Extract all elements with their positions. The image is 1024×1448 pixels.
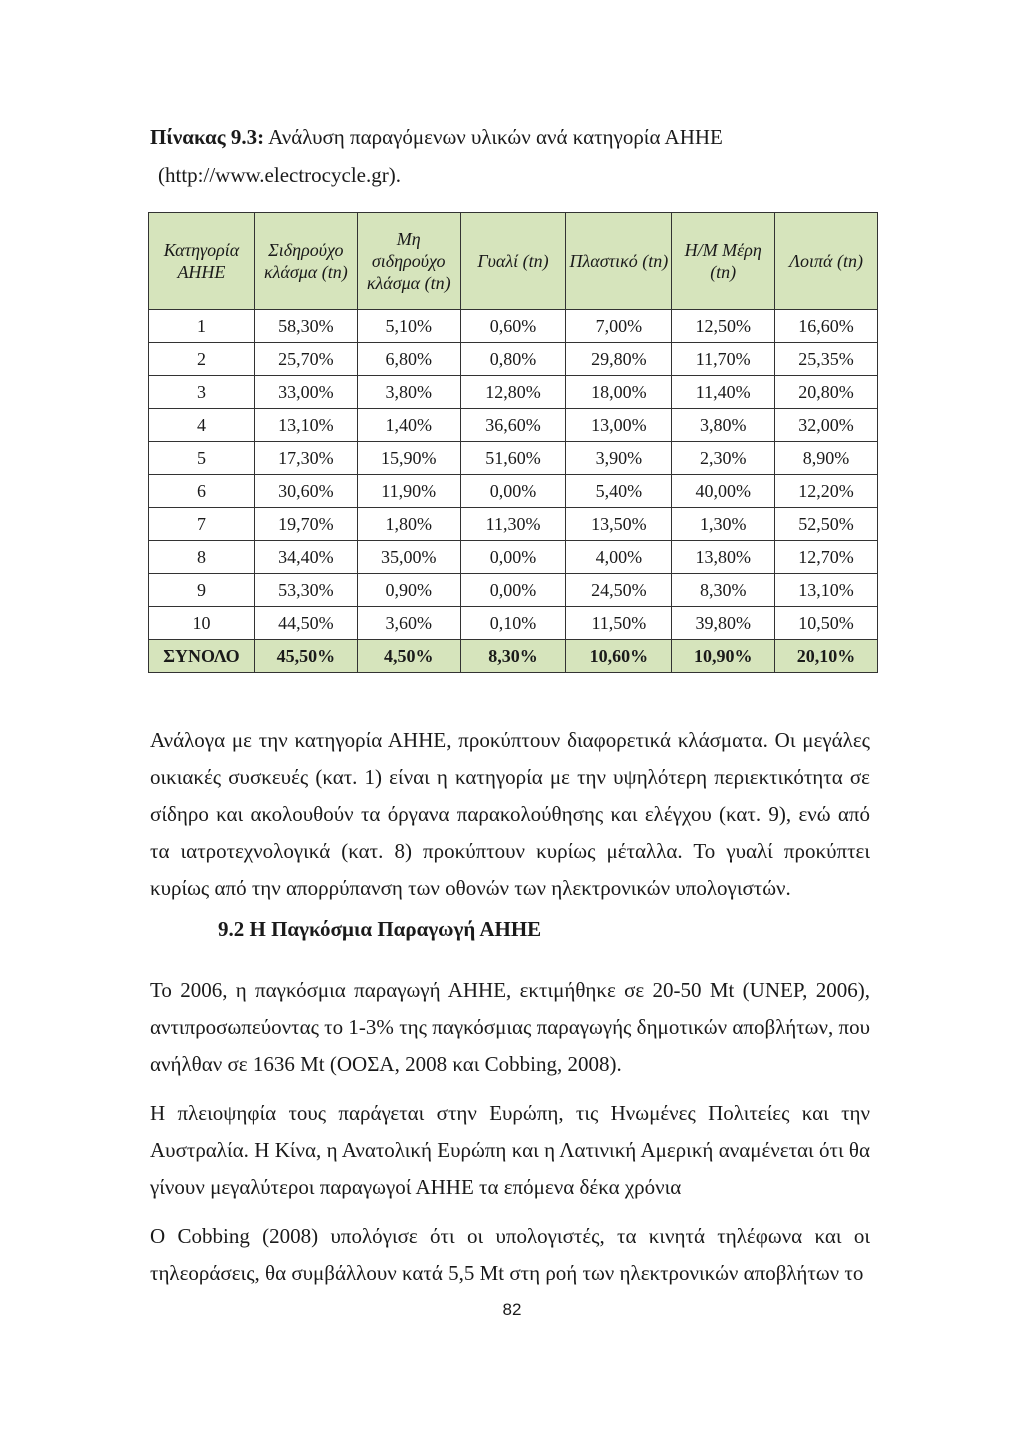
table-body [149, 310, 878, 673]
caption-source: (http://www.electrocycle.gr). [158, 163, 401, 187]
table-cell: 40,00% [672, 475, 775, 508]
table-cell: 32,00% [775, 409, 878, 442]
table-cell: 52,50% [775, 508, 878, 541]
table-cell: 4 [149, 409, 255, 442]
caption-text: Ανάλυση παραγόμενων υλικών ανά κατηγορία ΑΗΗΕ [264, 125, 723, 149]
table-cell: 20,10% [775, 640, 878, 673]
table-cell: 20,80% [775, 376, 878, 409]
table-cell: 10,60% [566, 640, 672, 673]
table-cell: 39,80% [672, 607, 775, 640]
section-heading: 9.2 Η Παγκόσμια Παραγωγή ΑΗΗΕ [218, 917, 542, 941]
table-cell: 1 [149, 310, 255, 343]
header-other: Λοιπά (tn) [775, 213, 878, 310]
table-cell: 13,10% [775, 574, 878, 607]
table-cell: 4,50% [357, 640, 460, 673]
table-cell: 44,50% [254, 607, 357, 640]
table-row [149, 541, 878, 574]
table-header-row [149, 213, 878, 310]
table-cell: 11,50% [566, 607, 672, 640]
header-plastic: Πλαστικό (tn) [566, 213, 672, 310]
table-cell: 35,00% [357, 541, 460, 574]
table-cell: 12,20% [775, 475, 878, 508]
table-row [149, 310, 878, 343]
table-cell: 15,90% [357, 442, 460, 475]
table-cell: 17,30% [254, 442, 357, 475]
table-cell: 0,00% [460, 475, 566, 508]
table-cell: 13,50% [566, 508, 672, 541]
header-electrical-parts: Η/Μ Μέρη (tn) [672, 213, 775, 310]
table-cell: 13,10% [254, 409, 357, 442]
table-cell: 3,90% [566, 442, 672, 475]
table-cell: 11,40% [672, 376, 775, 409]
table-cell: 8 [149, 541, 255, 574]
table-cell: 51,60% [460, 442, 566, 475]
table-cell: 36,60% [460, 409, 566, 442]
caption-label: Πίνακας 9.3: [150, 125, 265, 149]
table-cell: 9 [149, 574, 255, 607]
table-cell: 11,70% [672, 343, 775, 376]
table-cell: 30,60% [254, 475, 357, 508]
paragraph-cobbing: Ο Cobbing (2008) υπολόγισε ότι οι υπολογιστές, τα κινητά τηλέφωνα και οι τηλεοράσεις, θα συμβάλλουν κατά 5,5 Mt στη ροή των ηλεκτρονικών αποβλήτων το [150, 1224, 870, 1285]
header-glass: Γυαλί (tn) [460, 213, 566, 310]
table-cell: 25,35% [775, 343, 878, 376]
table-cell: 13,00% [566, 409, 672, 442]
table-cell: 33,00% [254, 376, 357, 409]
table-cell: 1,40% [357, 409, 460, 442]
table-row [149, 607, 878, 640]
paragraph-global-production: Το 2006, η παγκόσμια παραγωγή ΑΗΗΕ, εκτιμήθηκε σε 20-50 Mt (UNEP, 2006), αντιπροσωπεύοντας το 1-3% της παγκόσμιας παραγωγής δημοτικών αποβλήτων, που ανήλθαν σε 1636 Mt (ΟΟΣΑ, 2008 και Cobbing, 2008). [150, 978, 870, 1076]
table-cell: 10,50% [775, 607, 878, 640]
table-row [149, 409, 878, 442]
table-cell: 18,00% [566, 376, 672, 409]
table-row [149, 442, 878, 475]
table-cell: 16,60% [775, 310, 878, 343]
table-cell: 7 [149, 508, 255, 541]
table-cell: 0,10% [460, 607, 566, 640]
header-ferrous: Σιδηρούχο κλάσμα (tn) [254, 213, 357, 310]
table-cell: 8,90% [775, 442, 878, 475]
table-cell: 53,30% [254, 574, 357, 607]
table-cell: 34,40% [254, 541, 357, 574]
table-cell: 12,80% [460, 376, 566, 409]
table-cell: 5,10% [357, 310, 460, 343]
table-cell: 5,40% [566, 475, 672, 508]
table-cell: 13,80% [672, 541, 775, 574]
table-cell: 8,30% [460, 640, 566, 673]
table-cell: 6,80% [357, 343, 460, 376]
table-cell: 58,30% [254, 310, 357, 343]
table-cell: 12,50% [672, 310, 775, 343]
table-cell: 5 [149, 442, 255, 475]
table-row [149, 475, 878, 508]
table-cell: 1,30% [672, 508, 775, 541]
table-cell: 4,00% [566, 541, 672, 574]
table-cell: 0,90% [357, 574, 460, 607]
table-cell: 0,00% [460, 541, 566, 574]
paragraph-categories: Ανάλογα με την κατηγορία ΑΗΗΕ, προκύπτουν διαφορετικά κλάσματα. Οι μεγάλες οικιακές συσκευές (κατ. 1) είναι η κατηγορία με την υψηλότερη περιεκτικότητα σε σίδηρο και ακολουθούν τα όργανα παρακολούθησης και ελέγχου (κατ. 9), ενώ από τα ιατροτεχνολογικά (κατ. 8) προκύπτουν κυρίως μέταλλα. Το γυαλί προκύπτει κυρίως από την απορρύπανση των οθονών των ηλεκτρονικών υπολογιστών. [150, 728, 870, 900]
table-cell: 10,90% [672, 640, 775, 673]
table-row [149, 376, 878, 409]
table-cell: 11,90% [357, 475, 460, 508]
table-cell: 29,80% [566, 343, 672, 376]
table-row [149, 574, 878, 607]
table-cell: 3,80% [672, 409, 775, 442]
table-cell: 0,60% [460, 310, 566, 343]
table-cell: 45,50% [254, 640, 357, 673]
table-cell: 2,30% [672, 442, 775, 475]
table-row [149, 343, 878, 376]
table-cell: 7,00% [566, 310, 672, 343]
table-cell: 3,80% [357, 376, 460, 409]
paragraph-regions: Η πλειοψηφία τους παράγεται στην Ευρώπη, τις Ηνωμένες Πολιτείες και την Αυστραλία. Η Κίνα, η Ανατολική Ευρώπη και η Λατινική Αμερική αναμένεται ότι θα γίνουν μεγαλύτεροι παραγωγοί ΑΗΗΕ τα επόμενα δέκα χρόνια [150, 1101, 870, 1199]
table-total-row [149, 640, 878, 673]
table-cell: 25,70% [254, 343, 357, 376]
page-number: 82 [502, 1300, 522, 1319]
table-cell: 2 [149, 343, 255, 376]
table-cell: 3 [149, 376, 255, 409]
table-cell: 1,80% [357, 508, 460, 541]
table-cell: 12,70% [775, 541, 878, 574]
header-category: Κατηγορία ΑΗΗΕ [149, 213, 255, 310]
materials-table [148, 212, 878, 673]
table-cell: 24,50% [566, 574, 672, 607]
header-nonferrous: Μη σιδηρούχο κλάσμα (tn) [357, 213, 460, 310]
table-caption [150, 118, 890, 194]
table-cell: 0,00% [460, 574, 566, 607]
table-cell: 11,30% [460, 508, 566, 541]
table-cell: 10 [149, 607, 255, 640]
table-cell: 19,70% [254, 508, 357, 541]
table-cell: ΣΥΝΟΛΟ [149, 640, 255, 673]
table-row [149, 508, 878, 541]
table-cell: 6 [149, 475, 255, 508]
table-cell: 0,80% [460, 343, 566, 376]
table-cell: 8,30% [672, 574, 775, 607]
table-cell: 3,60% [357, 607, 460, 640]
